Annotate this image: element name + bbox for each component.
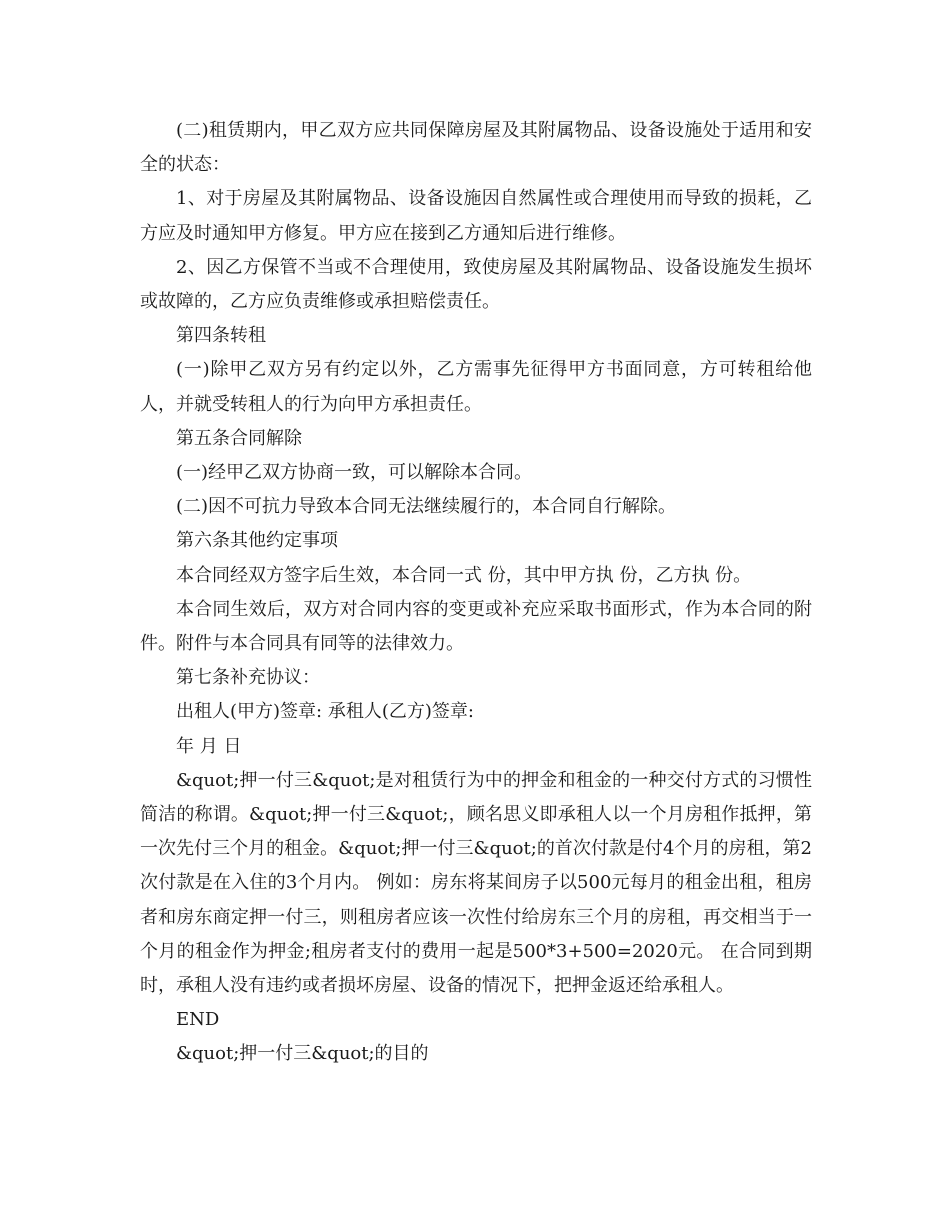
- paragraph-amendments: 本合同生效后，双方对合同内容的变更或补充应采取书面形式，作为本合同的附件。附件与本合同具有同等的法律效力。: [140, 598, 812, 655]
- signature-line: 出租人(甲方)签章: 承租人(乙方)签章:: [176, 701, 474, 723]
- paragraph-force-majeure: (二)因不可抗力导致本合同无法继续履行的，本合同自行解除。: [176, 496, 677, 518]
- paragraph-natural-wear: 1、对于房屋及其附属物品、设备设施因自然属性或合理使用而导致的损耗，乙方应及时通知甲方修复。甲方应在接到乙方通知后进行维修。: [140, 188, 812, 244]
- paragraph-mutual-termination: (一)经甲乙双方协商一致，可以解除本合同。: [176, 462, 533, 484]
- paragraph-copies: 本合同经双方签字后生效，本合同一式 份，其中甲方执 份，乙方执 份。: [176, 564, 752, 586]
- subheading-purpose: &quot;押一付三&quot;的目的: [176, 1043, 429, 1065]
- paragraph-improper-use: 2、因乙方保管不当或不合理使用，致使房屋及其附属物品、设备设施发生损坏或故障的，乙方应负责维修或承担赔偿责任。: [140, 256, 812, 313]
- section-heading-other-terms: 第六条其他约定事项: [176, 530, 338, 552]
- paragraph-sublease-consent: (一)除甲乙双方另有约定以外，乙方需事先征得甲方书面同意，方可转租给他人，并就受转租人的行为向甲方承担责任。: [140, 359, 812, 415]
- section-heading-termination: 第五条合同解除: [176, 427, 302, 449]
- end-marker: END: [176, 1009, 220, 1031]
- paragraph-maintenance-obligation: (二)租赁期内，甲乙双方应共同保障房屋及其附属物品、设备设施处于适用和安全的状态：: [140, 120, 812, 176]
- document-body: [140, 114, 812, 1072]
- section-heading-sublease: 第四条转租: [176, 325, 266, 347]
- paragraph-deposit-explanation: &quot;押一付三&quot;是对租赁行为中的押金和租金的一种交付方式的习惯性简洁的称谓。&quot;押一付三&quot;，顾名思义即承租人以一个月房租作抵押，第一次先付三个月的租金。&quot;押一付三&quot;的首次付款是付4个月的房租，第2次付款是在入住的3个月内。 例如：房东将某间房子以500元每月的租金出租，租房者和房东商定押一付三，则租房者应该一次性付给房东三个月的房租，再交相当于一个月的租金作为押金;租房者支付的费用一起是500*3+500=2020元。 在合同到期时，承租人没有违约或者损坏房屋、设备的情况下，把押金返还给承租人。: [140, 769, 812, 997]
- date-line: 年 月 日: [176, 735, 242, 757]
- section-heading-supplementary: 第七条补充协议：: [176, 667, 320, 689]
